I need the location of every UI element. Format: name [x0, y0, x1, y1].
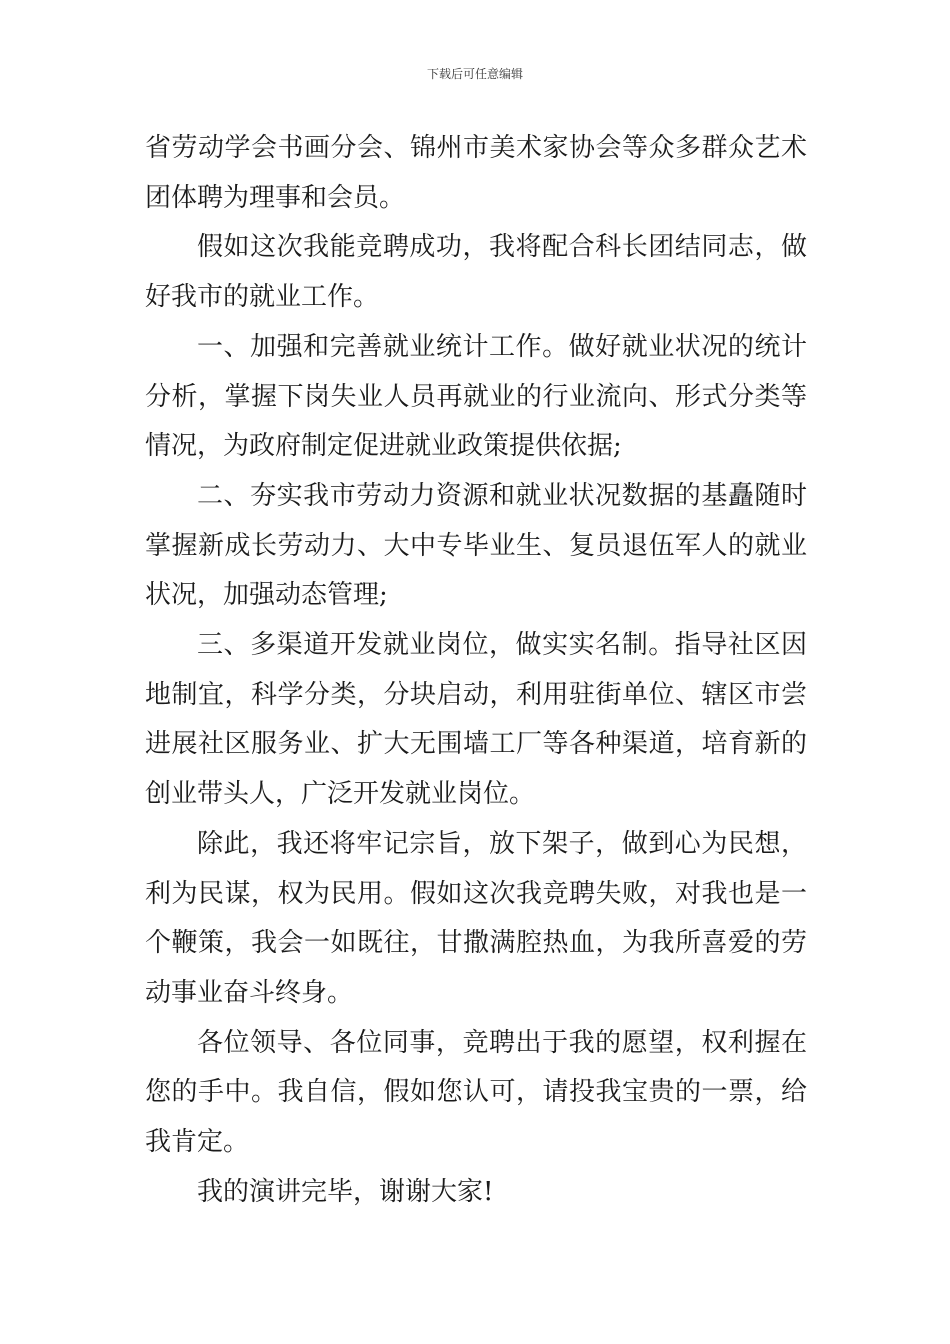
paragraph: 省劳动学会书画分会、锦州市美术家协会等众多群众艺术团体聘为理事和会员。 — [145, 133, 807, 213]
paragraph: 我的演讲完毕，谢谢大家! — [197, 1176, 494, 1207]
paragraph: 三、多渠道开发就业岗位，做实实名制。指导社区因地制宜，科学分类，分块启动，利用驻街单位、辖区市尝进展社区服务业、扩大无围墙工厂等各种渠道，培育新的创业带头人，广泛开发就业岗位。 — [145, 630, 807, 810]
page-header: 下载后可任意编辑 — [426, 67, 523, 81]
paragraph: 一、加强和完善就业统计工作。做好就业状况的统计分析，掌握下岗失业人员再就业的行业流向、形式分类等情况，为政府制定促进就业政策提供依据; — [145, 331, 807, 462]
document-body — [145, 124, 807, 1217]
paragraph: 二、夯实我市劳动力资源和就业状况数据的基矗随时掌握新成长劳动力、大中专毕业生、复员退伍军人的就业状况，加强动态管理; — [145, 480, 807, 611]
paragraph: 各位领导、各位同事，竞聘出于我的愿望，权利握在您的手中。我自信，假如您认可，请投我宝贵的一票，给我肯定。 — [145, 1027, 807, 1158]
paragraph: 除此，我还将牢记宗旨，放下架子，做到心为民想，利为民谋，权为民用。假如这次我竞聘失败，对我也是一个鞭策，我会一如既往，甘撒满腔热血，为我所喜爱的劳动事业奋斗终身。 — [145, 828, 807, 1008]
paragraph: 假如这次我能竞聘成功，我将配合科长团结同志，做好我市的就业工作。 — [145, 232, 807, 313]
